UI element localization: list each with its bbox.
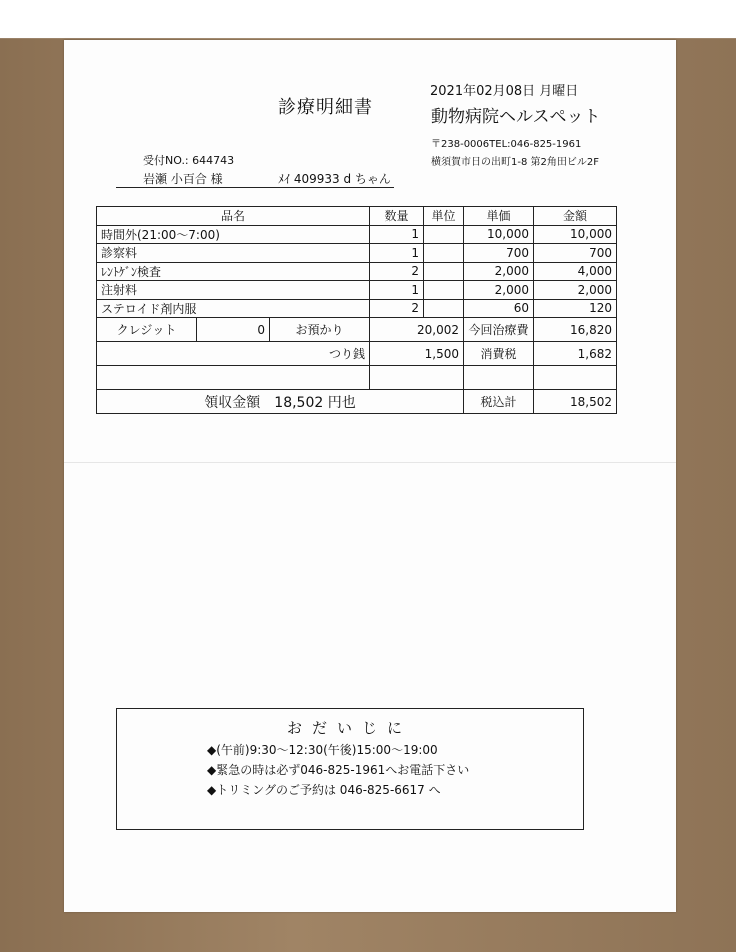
deposit-value: 20,002 (370, 318, 464, 342)
table-header-row (97, 207, 617, 226)
item-unit (424, 225, 464, 244)
change-row (97, 342, 617, 366)
total-value: 18,502 (534, 390, 617, 414)
clinic-name: 動物病院ヘルスペット (431, 107, 601, 127)
payment-row (97, 318, 617, 342)
change-label: つり銭 (97, 342, 370, 366)
notice-title: おだいじに (287, 719, 413, 737)
table-row (97, 281, 617, 300)
treatment-label: 今回治療費 (464, 318, 534, 342)
item-price: 2,000 (464, 281, 534, 300)
item-unit (424, 262, 464, 281)
item-name: 診察料 (97, 244, 370, 263)
item-name: ﾚﾝﾄｹﾞﾝ検査 (97, 262, 370, 281)
treatment-value: 16,820 (534, 318, 617, 342)
item-amount: 4,000 (534, 262, 617, 281)
item-amount: 2,000 (534, 281, 617, 300)
table-row (97, 262, 617, 281)
item-name: 時間外(21:00～7:00) (97, 225, 370, 244)
item-qty: 1 (370, 244, 424, 263)
notice-trimming: ◆トリミングのご予約は 046-825-6617 へ (207, 783, 441, 797)
header-qty: 数量 (370, 207, 424, 226)
item-amount: 10,000 (534, 225, 617, 244)
total-row (97, 390, 617, 414)
owner-name: 岩瀬 小百合 様 (143, 172, 223, 186)
tax-label: 消費税 (464, 342, 534, 366)
header-amount: 金額 (534, 207, 617, 226)
item-amount: 700 (534, 244, 617, 263)
header-unit: 単位 (424, 207, 464, 226)
deposit-label: お預かり (270, 318, 370, 342)
item-amount: 120 (534, 299, 617, 318)
item-unit (424, 299, 464, 318)
item-price: 10,000 (464, 225, 534, 244)
table-row (97, 299, 617, 318)
header-item-name: 品名 (97, 207, 370, 226)
notice-emergency: ◆緊急の時は必ず046-825-1961へお電話下さい (207, 763, 470, 777)
clinic-address: 横須賀市日の出町1-8 第2角田ビル2F (431, 157, 599, 168)
issue-date: 2021年02月08日 月曜日 (430, 84, 579, 99)
item-unit (424, 244, 464, 263)
credit-value: 0 (197, 318, 270, 342)
item-price: 2,000 (464, 262, 534, 281)
item-name: 注射料 (97, 281, 370, 300)
credit-label: クレジット (97, 318, 197, 342)
table-row (97, 244, 617, 263)
bill-table (96, 206, 617, 414)
paper-fold-line (64, 462, 676, 463)
patient-underline (116, 187, 394, 188)
notice-box (116, 708, 584, 830)
change-value: 1,500 (370, 342, 464, 366)
document-title: 診療明細書 (278, 97, 373, 118)
item-qty: 2 (370, 262, 424, 281)
notice-hours: ◆(午前)9:30～12:30(午後)15:00～19:00 (207, 743, 438, 757)
total-label: 税込計 (464, 390, 534, 414)
clinic-zip-tel: 〒238-0006TEL:046-825-1961 (431, 139, 582, 150)
item-qty: 1 (370, 225, 424, 244)
reception-number: 受付NO.: 644743 (143, 154, 235, 167)
table-row (97, 225, 617, 244)
item-qty: 2 (370, 299, 424, 318)
item-price: 700 (464, 244, 534, 263)
header-price: 単価 (464, 207, 534, 226)
item-qty: 1 (370, 281, 424, 300)
blank-row (97, 366, 617, 390)
item-unit (424, 281, 464, 300)
item-price: 60 (464, 299, 534, 318)
tax-value: 1,682 (534, 342, 617, 366)
item-name: ステロイド剤内服 (97, 299, 370, 318)
received-amount: 領収金額 18,502 円也 (97, 390, 464, 414)
pet-name: ﾒｲ 409933 d ちゃん (278, 172, 391, 186)
